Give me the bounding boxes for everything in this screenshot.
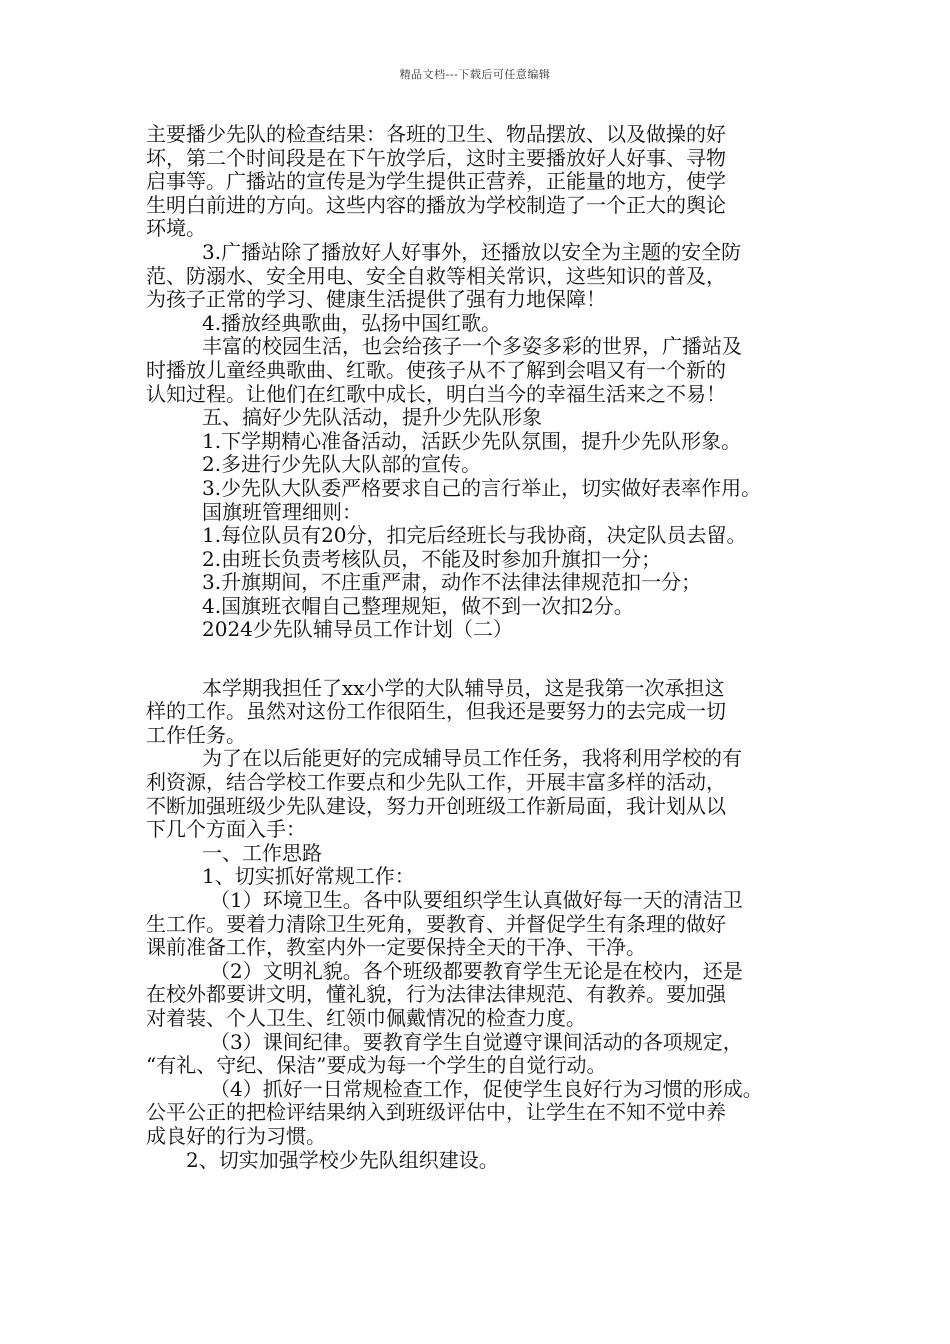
- blank-line: [146, 642, 814, 666]
- text-line: 4.国旗班衣帽自己整理规矩，做不到一次扣2分。: [202, 593, 634, 618]
- document-body: [146, 123, 814, 1172]
- text-line: 为孩子正常的学习、健康生活提供了强有力地保障！: [146, 287, 606, 312]
- text-line: 启事等。广播站的宣传是为学生提供正营养，正能量的地方，使学: [146, 169, 726, 194]
- text-line: 为了在以后能更好的完成辅导员工作任务，我将利用学校的有: [202, 746, 742, 771]
- text-line: 3.升旗期间，不庄重严肃，动作不法律法律规范扣一分；: [202, 570, 702, 595]
- text-line: 课前准备工作，教室内外一定要保持全天的干净、干净。: [146, 935, 646, 960]
- text-line: 3.少先队大队委严格要求自己的言行举止，切实做好表率作用。: [202, 475, 762, 500]
- text-line: “有礼、守纪、保洁”要成为每一个学生的自觉行动。: [146, 1053, 607, 1078]
- text-line: 国旗班管理细则：: [202, 499, 362, 524]
- text-line: 成良好的行为习惯。: [146, 1123, 326, 1148]
- text-line: （4）抓好一日常规检查工作，促使学生良好行为习惯的形成。: [210, 1076, 763, 1101]
- text-line: （1）环境卫生。各中队要组织学生认真做好每一天的清洁卫: [210, 888, 743, 912]
- text-line: 工作任务。: [146, 722, 246, 747]
- section-heading: 一、工作思路: [202, 840, 322, 865]
- text-line: 在校外都要讲文明，懂礼貌，行为法律法律规范、有教养。要加强: [146, 982, 726, 1007]
- text-line: 样的工作。虽然对这份工作很陌生，但我还是要努力的去完成一切: [146, 699, 726, 724]
- text-line: 范、防溺水、安全用电、安全自救等相关常识，这些知识的普及，: [146, 263, 726, 288]
- text-line: 认知过程。让他们在红歌中成长，明白当今的幸福生活来之不易！: [146, 381, 726, 406]
- text-line: 不断加强班级少先队建设，努力开创班级工作新局面，我计划从以: [146, 793, 726, 818]
- text-line: 时播放儿童经典歌曲、红歌。使孩子从不了解到会唱又有一个新的: [146, 357, 726, 382]
- spacer: [146, 666, 814, 677]
- text-line: 2、切实加强学校少先队组织建设。: [186, 1147, 499, 1172]
- text-line: 利资源，结合学校工作要点和少先队工作，开展丰富多样的活动，: [146, 770, 726, 795]
- text-line: （3）课间纪律。要教育学生自觉遵守课间活动的各项规定，: [210, 1029, 743, 1054]
- text-line: 环境。: [146, 216, 206, 241]
- page-header: 精品文档---下载后可任意编辑: [399, 68, 551, 81]
- text-line: 1、切实抓好常规工作：: [202, 864, 415, 889]
- text-line: 坏，第二个时间段是在下午放学后，这时主要播放好人好事、寻物: [146, 145, 726, 170]
- text-line: 公平公正的把检评结果纳入到班级评估中，让学生在不知不觉中养: [146, 1100, 726, 1125]
- section-heading: 五、搞好少先队活动，提升少先队形象: [202, 405, 542, 430]
- text-line: 1.下学期精心准备活动，活跃少先队氛围，提升少先队形象。: [202, 428, 742, 453]
- text-line: 本学期我担任了xx小学的大队辅导员，这是我第一次承担这: [202, 675, 725, 700]
- section-title: 2024少先队辅导员工作计划（二）: [202, 617, 513, 642]
- text-line: 对着装、个人卫生、红领巾佩戴情况的检查力度。: [146, 1005, 586, 1030]
- text-line: 4.播放经典歌曲，弘扬中国红歌。: [202, 310, 502, 335]
- text-line: 2.由班长负责考核队员，不能及时参加升旗扣一分；: [202, 546, 662, 571]
- text-line: 生明白前进的方向。这些内容的播放为学校制造了一个正大的舆论: [146, 192, 726, 217]
- text-line: 生工作。要着力清除卫生死角，要教育、并督促学生有条理的做好: [146, 911, 726, 936]
- text-line: 丰富的校园生活，也会给孩子一个多姿多彩的世界，广播站及: [202, 334, 742, 359]
- text-line: （2）文明礼貌。各个班级都要教育学生无论是在校内，还是: [210, 958, 743, 983]
- text-line: 1.每位队员有20分，扣完后经班长与我协商，决定队员去留。: [202, 523, 747, 548]
- text-line: 2.多进行少先队大队部的宣传。: [202, 452, 482, 477]
- text-line: 主要播少先队的检查结果：各班的卫生、物品摆放、以及做操的好: [146, 122, 726, 146]
- text-line: 下几个方面入手：: [146, 817, 306, 842]
- text-line: 3.广播站除了播放好人好事外，还播放以安全为主题的安全防: [202, 239, 742, 264]
